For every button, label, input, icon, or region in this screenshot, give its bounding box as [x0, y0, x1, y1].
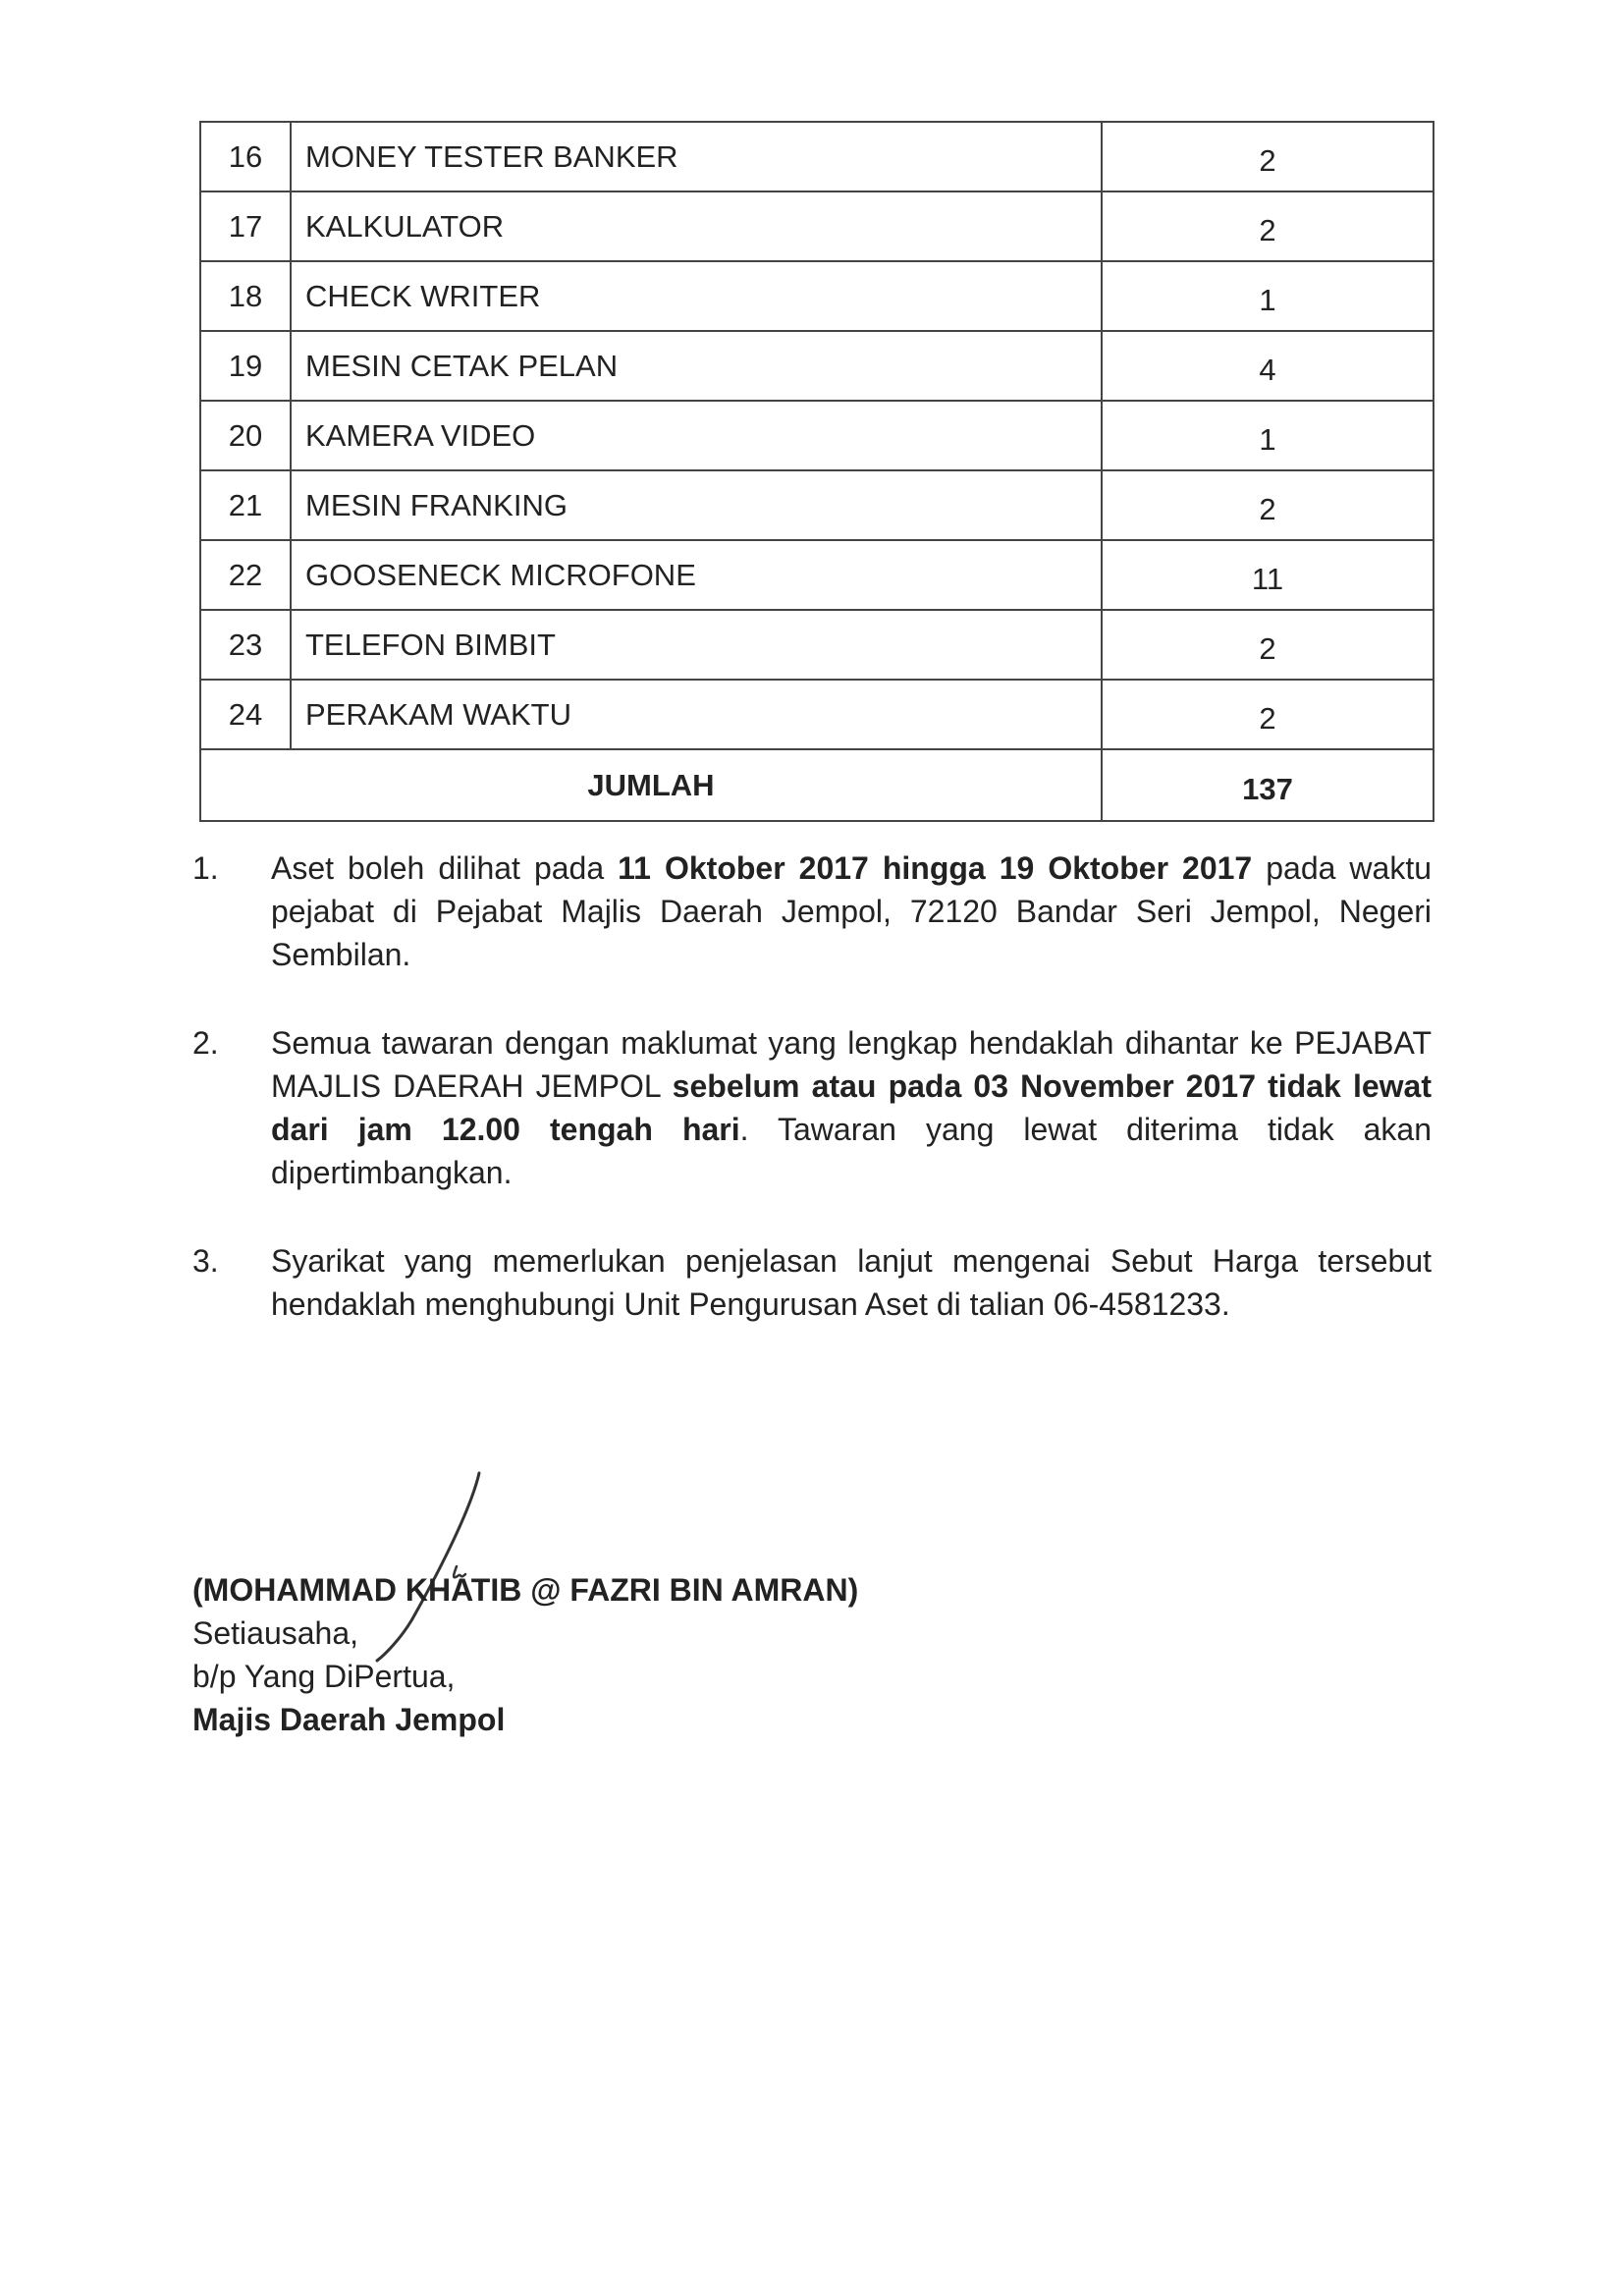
note-text-part: . Tawaran yang lewat diterima tidak akan dipertimbangkan. — [271, 1112, 1433, 1190]
row-number: 23 — [200, 610, 291, 680]
row-number: 22 — [200, 540, 291, 610]
note-bold-dates: 11 Oktober 2017 hingga 19 Oktober 2017 — [618, 850, 1253, 886]
item-quantity: 2 — [1102, 610, 1434, 680]
table-row — [200, 680, 1434, 749]
item-quantity: 11 — [1102, 540, 1434, 610]
item-quantity: 2 — [1102, 122, 1434, 191]
total-row — [200, 749, 1434, 821]
row-number: 18 — [200, 261, 291, 331]
note-text: Syarikat yang memerlukan penjelasan lanjut mengenai Sebut Harga tersebut hendaklah menghubungi Unit Pengurusan Aset di talian 06-4581233. — [271, 1243, 1432, 1322]
note-paragraph-3 — [192, 1239, 1432, 1326]
note-number: 3. — [192, 1243, 219, 1279]
signatory-name: (MOHAMMAD KHATIB @ FAZRI BIN AMRAN) — [192, 1572, 859, 1608]
signatory-on-behalf: b/p Yang DiPertua, — [192, 1659, 456, 1694]
item-name: MONEY TESTER BANKER — [291, 122, 1102, 191]
item-name: KAMERA VIDEO — [291, 401, 1102, 470]
table-row — [200, 470, 1434, 540]
note-text-part: Semua tawaran dengan maklumat yang lengkap hendaklah dihantar ke PEJABAT MAJLIS DAERAH JEMPOL — [271, 1025, 1432, 1104]
item-quantity: 1 — [1102, 261, 1434, 331]
item-quantity: 2 — [1102, 680, 1434, 749]
item-name: PERAKAM WAKTU — [291, 680, 1102, 749]
note-number: 2. — [192, 1025, 219, 1061]
row-number: 19 — [200, 331, 291, 401]
item-name: MESIN FRANKING — [291, 470, 1102, 540]
item-name: KALKULATOR — [291, 191, 1102, 261]
item-quantity: 1 — [1102, 401, 1434, 470]
row-number: 16 — [200, 122, 291, 191]
total-value: 137 — [1102, 749, 1434, 821]
asset-table — [199, 121, 1434, 822]
table-row — [200, 401, 1434, 470]
item-quantity: 4 — [1102, 331, 1434, 401]
signatory-organization: Majis Daerah Jempol — [192, 1702, 506, 1737]
note-text — [271, 1021, 1432, 1194]
table-row — [200, 331, 1434, 401]
note-number: 1. — [192, 850, 219, 886]
row-number: 17 — [200, 191, 291, 261]
note-paragraph-2 — [192, 1021, 1432, 1194]
item-quantity: 2 — [1102, 191, 1434, 261]
table-row — [200, 261, 1434, 331]
table-row — [200, 540, 1434, 610]
note-paragraph-1 — [192, 847, 1432, 976]
row-number: 24 — [200, 680, 291, 749]
table-row — [200, 610, 1434, 680]
table-row — [200, 122, 1434, 191]
signatory-title: Setiausaha, — [192, 1615, 359, 1651]
row-number: 21 — [200, 470, 291, 540]
item-name: CHECK WRITER — [291, 261, 1102, 331]
item-name: MESIN CETAK PELAN — [291, 331, 1102, 401]
signature-block — [192, 1568, 858, 1741]
note-bold-deadline: sebelum atau pada 03 November 2017 tidak lewat dari jam 12.00 tengah hari — [271, 1068, 1433, 1147]
table-row — [200, 191, 1434, 261]
note-text — [271, 847, 1432, 976]
item-name: TELEFON BIMBIT — [291, 610, 1102, 680]
item-name: GOOSENECK MICROFONE — [291, 540, 1102, 610]
note-text-part: Aset boleh dilihat pada — [271, 850, 619, 886]
note-text-part: pada waktu pejabat di Pejabat Majlis Daerah Jempol, 72120 Bandar Seri Jempol, Negeri Sembilan. — [271, 850, 1433, 972]
row-number: 20 — [200, 401, 291, 470]
item-quantity: 2 — [1102, 470, 1434, 540]
total-label: JUMLAH — [200, 749, 1102, 821]
